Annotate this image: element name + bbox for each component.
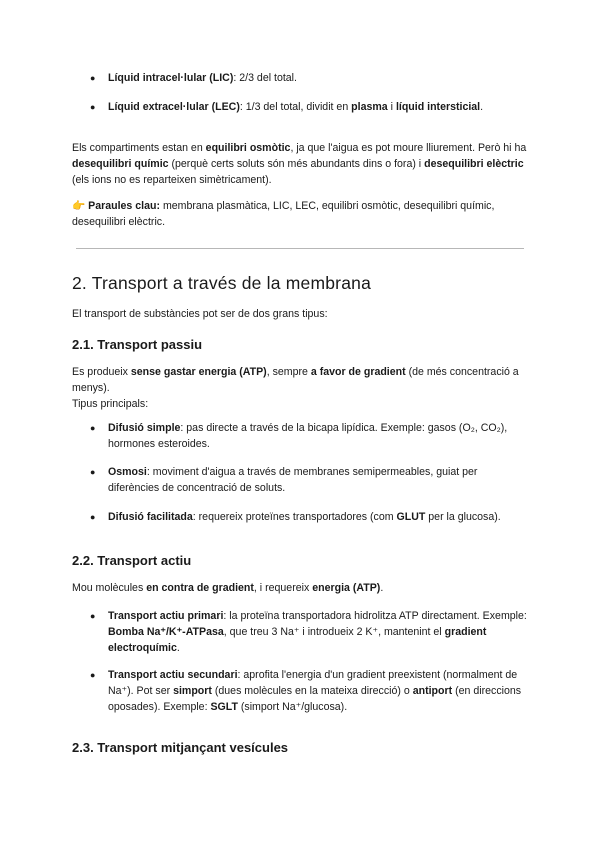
term: Difusió facilitada [108,511,193,523]
text: : pas directe a través de la bicapa lipídica. Exemple: gasos (O₂, CO₂), hormones esteroides. [108,422,508,450]
paragraph-compartments [72,140,528,188]
text: Mou molècules [72,582,147,594]
text: Els compartiments estan en [72,142,206,154]
types-label: Tipus principals: [72,398,149,410]
text: Es produeix [72,366,131,378]
text: : aprofita l'energia d'un gradient preexistent (normalment de Na⁺). Pot ser [108,669,518,697]
term: SGLT [210,701,238,713]
text: . [380,582,384,594]
term: Osmosi [108,466,147,478]
bullet-dot: ● [90,467,96,477]
horizontal-divider [76,248,524,249]
text: i [387,101,396,113]
term: Transport actiu primari [108,610,224,622]
term: antiport [412,685,453,697]
list-item-simple-diffusion [108,420,528,452]
bullet-dot: ● [90,611,96,621]
list-item-lic [108,70,528,86]
term-intersticial: líquid intersticial [395,101,481,113]
bullet-dot: ● [90,512,96,522]
text: (de més concentració a menys). [72,366,519,394]
term: en contra de gradient [146,582,254,594]
bullet-dot: ● [90,670,96,680]
bullet-dot: ● [90,102,96,112]
term: gradient electroquímic [108,626,487,654]
section-heading-2: 2. Transport a través de la membrana [72,273,372,293]
term-lic: Líquid intracel·lular (LIC) [108,72,234,84]
passive-transport-paragraph [72,364,528,412]
term: simport [173,685,212,697]
active-transport-paragraph [72,580,528,596]
term-lec: Líquid extracel·lular (LEC) [108,101,240,113]
term: GLUT [396,511,426,523]
list-item-lec [108,99,528,115]
list-item-primary-active [108,608,528,656]
text: : la proteïna transportadora hidrolitza ATP directament. Exemple: [223,610,527,622]
list-item-secondary-active [108,667,528,715]
text: (dues molècules en la mateixa direcció) o [211,685,413,697]
section-2-intro: El transport de substàncies pot ser de dos grans tipus: [72,308,328,320]
bullet-dot: ● [90,73,96,83]
text: : 2/3 del total. [233,72,297,84]
text: : requereix proteïnes transportadores (com [192,511,397,523]
text: : moviment d'aigua a través de membranes semipermeables, guiat per diferències de concentració de soluts. [108,466,478,494]
text: (els ions no es reparteixen simètricament). [72,174,272,186]
text: . [176,642,180,654]
term: a favor de gradient [310,366,406,378]
term-plasma: plasma [351,101,388,113]
subsection-heading-2-1: 2.1. Transport passiu [72,337,203,352]
text: : 1/3 del total, dividit en [239,101,352,113]
text: , ja que l'aigua es pot moure lliurement. Però hi ha [290,142,527,154]
list-item-osmosis [108,464,528,496]
term: equilibri osmòtic [205,142,291,154]
text: per la glucosa). [425,511,501,523]
term: energia (ATP) [312,582,381,594]
keywords-text: membrana plasmàtica, LIC, LEC, equilibri osmòtic, desequilibri químic, desequilibri elèctric. [72,200,495,228]
keywords-paragraph [72,198,528,230]
term: Bomba Na⁺/K⁺-ATPasa [108,626,224,638]
text: . [480,101,484,113]
bullet-dot: ● [90,423,96,433]
term: desequilibri químic [72,158,169,170]
text: (en direccions oposades). Exemple: [108,685,522,713]
text: , i requereix [253,582,313,594]
term: desequilibri elèctric [424,158,524,170]
keywords-label: Paraules clau: [88,200,160,212]
subsection-heading-2-2: 2.2. Transport actiu [72,553,192,568]
term: sense gastar energia (ATP) [130,366,267,378]
text: (simport Na⁺/glucosa). [237,701,348,713]
text: (perquè certs soluts són més abundants dins o fora) i [168,158,425,170]
text: , que treu 3 Na⁺ i introdueix 2 K⁺, mantenint el [223,626,445,638]
term: Difusió simple [108,422,181,434]
list-item-facilitated-diffusion [108,509,528,525]
pointing-hand-icon: 👉 [72,200,86,212]
term: Transport actiu secundari [108,669,238,681]
subsection-heading-2-3: 2.3. Transport mitjançant vesícules [72,740,289,755]
text: , sempre [266,366,311,378]
